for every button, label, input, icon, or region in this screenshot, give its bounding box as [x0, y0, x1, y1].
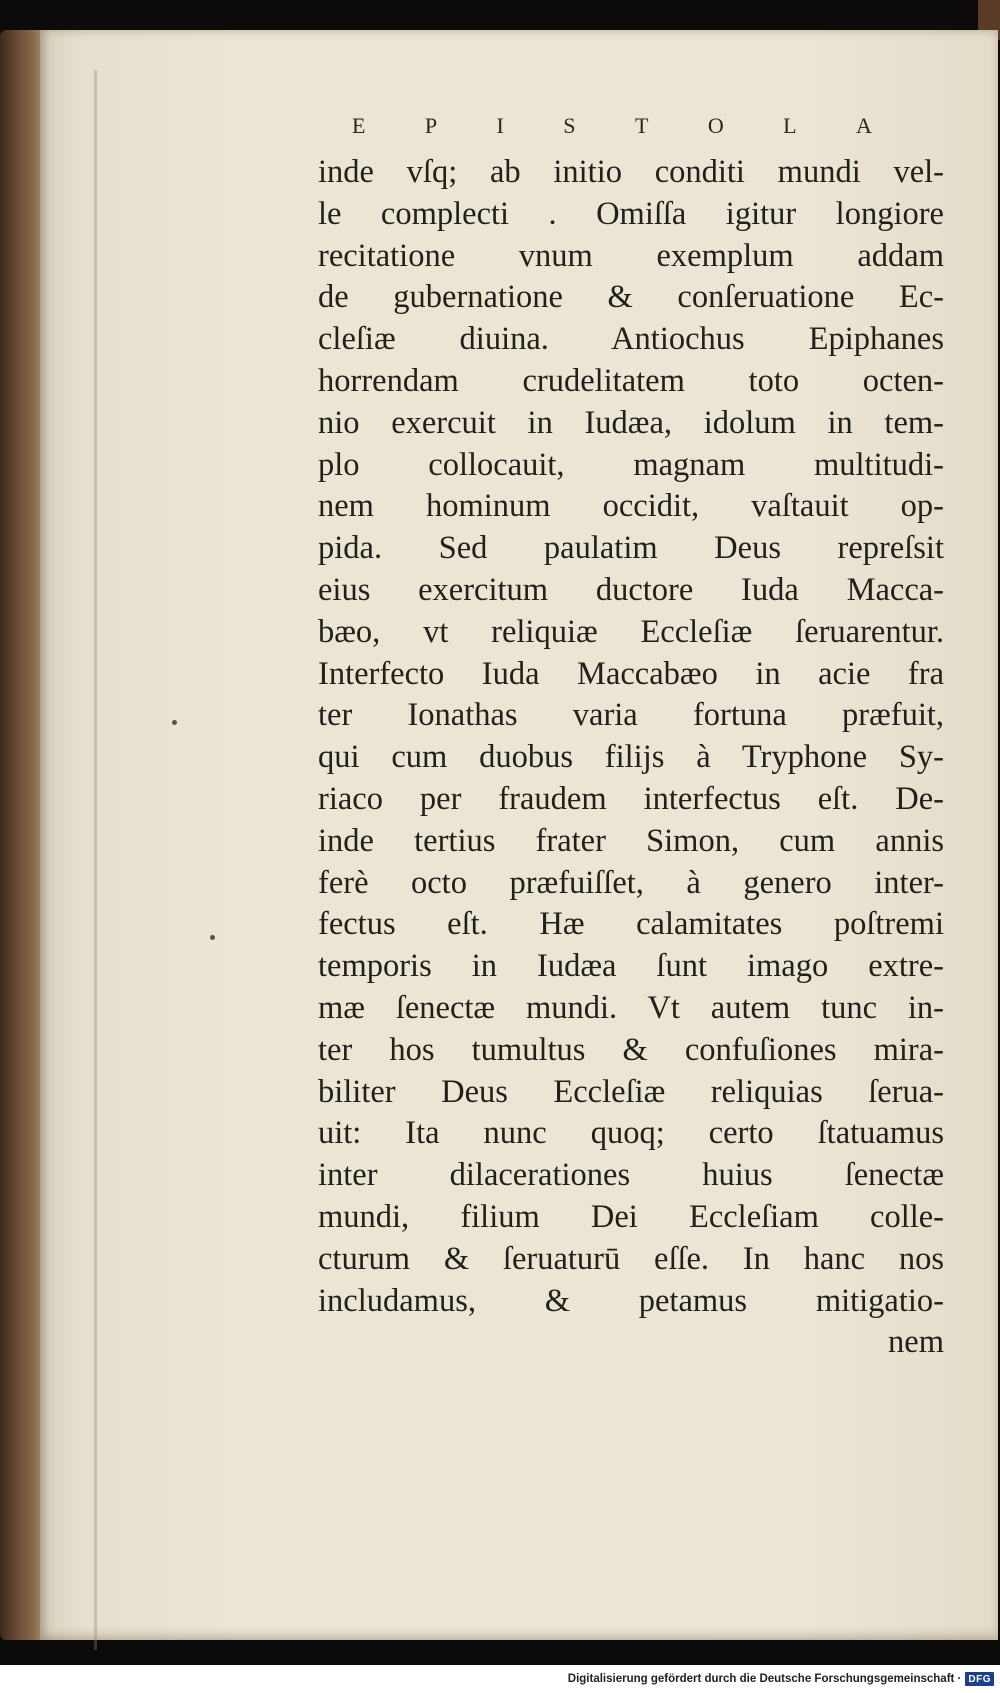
text-line: bæo, vt reliquiæ Eccleſiæ ſeruarentur.: [318, 613, 944, 650]
text-line: ferè octo præfuiſſet, à genero inter-: [318, 864, 944, 901]
running-head-letter: T: [634, 113, 649, 138]
paper-speck: [172, 720, 177, 725]
running-head-letter: P: [424, 113, 438, 138]
text-line: nio exercuit in Iudæa, idolum in tem-: [318, 404, 944, 441]
running-head-letter: L: [783, 113, 797, 138]
running-head-letter: O: [707, 113, 724, 138]
text-line: nem hominum occidit, vaſtauit op-: [318, 488, 944, 525]
text-line: biliter Deus Eccleſiæ reliquias ſerua-: [318, 1073, 944, 1110]
text-line: ter Ionathas varia fortuna præfuit,: [318, 697, 944, 734]
text-line: le complecti . Omiſſa igitur longiore: [318, 195, 944, 232]
footer-credit-text: Digitalisierung gefördert durch die Deutsche Forschungsgemeinschaft ·: [567, 1673, 962, 1685]
text-line: cturum & ſeruaturū eſſe. In hanc nos: [318, 1240, 944, 1277]
running-head-letter: S: [563, 113, 576, 138]
text-line: qui cum duobus filijs à Tryphone Sy-: [318, 739, 944, 776]
text-line: inde tertius frater Simon, cum annis: [318, 822, 944, 859]
text-line: fectus eſt. Hæ calamitates poſtremi: [318, 906, 944, 943]
running-head-letter: I: [496, 113, 504, 138]
dfg-logo-icon: DFG: [965, 1672, 994, 1686]
text-line: horrendam crudelitatem toto octen-: [318, 362, 944, 399]
text-line: plo collocauit, magnam multitudi-: [318, 446, 944, 483]
text-line: eius exercitum ductore Iuda Macca-: [318, 571, 944, 608]
running-head-letter: E: [352, 113, 366, 138]
text-line: pida. Sed paulatim Deus repreſsit: [318, 530, 944, 567]
text-line: cleſiæ diuina. Antiochus Epiphanes: [318, 321, 944, 358]
text-line: de gubernatione & conſeruatione Ec-: [318, 279, 944, 316]
page-crease: [94, 70, 97, 1650]
text-line: inter dilacerationes huius ſenectæ: [318, 1157, 944, 1194]
text-line: includamus, & petamus mitigatio-: [318, 1282, 944, 1319]
body-text: [318, 152, 944, 1364]
text-line: ter hos tumultus & confuſiones mira-: [318, 1031, 944, 1068]
digitization-footer: [0, 1665, 1000, 1693]
text-line: riaco per fraudem interfectus eſt. De-: [318, 780, 944, 817]
text-line: mundi, filium Dei Eccleſiam colle-: [318, 1198, 944, 1235]
paper-speck: [210, 935, 215, 940]
text-line: temporis in Iudæa ſunt imago extre-: [318, 948, 944, 985]
text-line: uit: Ita nunc quoq; certo ſtatuamus: [318, 1115, 944, 1152]
text-line: inde vſq; ab initio conditi mundi vel-: [318, 154, 944, 190]
running-head: [352, 110, 872, 142]
running-head-letter: A: [856, 113, 872, 138]
text-line: recitatione vnum exemplum addam: [318, 237, 944, 274]
catchword: nem: [888, 1324, 944, 1361]
text-line: Interfecto Iuda Maccabæo in acie fra: [318, 655, 944, 692]
text-line: mæ ſenectæ mundi. Vt autem tunc in-: [318, 989, 944, 1026]
